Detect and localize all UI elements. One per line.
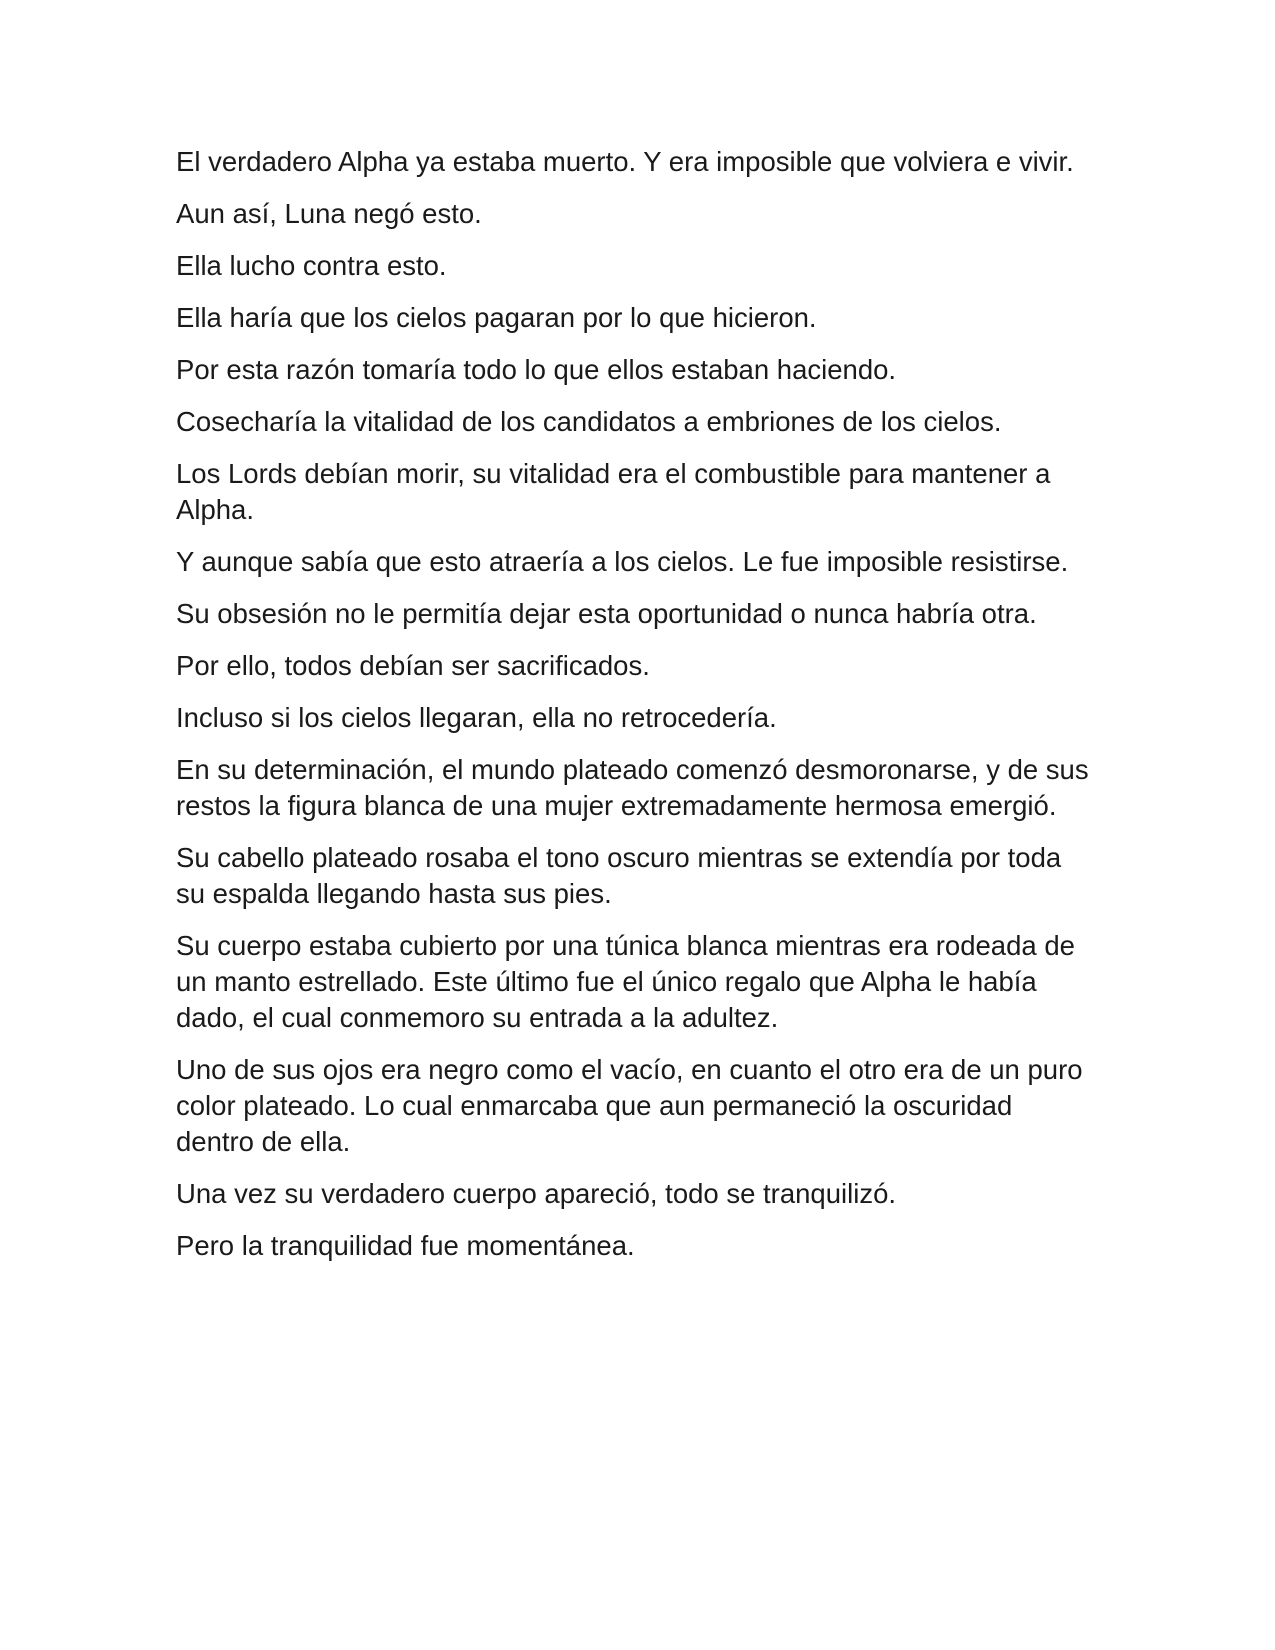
paragraph-14: Su cuerpo estaba cubierto por una túnica blanca mientras era rodeada de un manto estrellado. Este último fue el único regalo que Alpha le había dado, el cual conmemoro su entrada a la adultez. — [176, 930, 1075, 1033]
paragraph-3: Ella lucho contra esto. — [176, 250, 447, 281]
paragraph-9: Su obsesión no le permitía dejar esta oportunidad o nunca habría otra. — [176, 598, 1037, 629]
paragraph-5: Por esta razón tomaría todo lo que ellos estaban haciendo. — [176, 354, 897, 385]
paragraph-6: Cosecharía la vitalidad de los candidatos a embriones de los cielos. — [176, 406, 1002, 437]
paragraph-8: Y aunque sabía que esto atraería a los cielos. Le fue imposible resistirse. — [176, 546, 1069, 577]
paragraph-2: Aun así, Luna negó esto. — [176, 198, 482, 229]
document-body — [176, 144, 1096, 1280]
paragraph-11: Incluso si los cielos llegaran, ella no retrocedería. — [176, 702, 777, 733]
paragraph-12: En su determinación, el mundo plateado comenzó desmoronarse, y de sus restos la figura blanca de una mujer extremadamente hermosa emergió. — [176, 754, 1089, 821]
paragraph-17: Pero la tranquilidad fue momentánea. — [176, 1230, 635, 1261]
paragraph-15: Uno de sus ojos era negro como el vacío, en cuanto el otro era de un puro color plateado. Lo cual enmarcaba que aun permaneció la oscuridad dentro de ella. — [176, 1054, 1083, 1157]
paragraph-16: Una vez su verdadero cuerpo apareció, todo se tranquilizó. — [176, 1178, 897, 1209]
paragraph-10: Por ello, todos debían ser sacrificados. — [176, 650, 650, 681]
paragraph-1: El verdadero Alpha ya estaba muerto. Y era imposible que volviera e vivir. — [176, 146, 1074, 177]
paragraph-13: Su cabello plateado rosaba el tono oscuro mientras se extendía por toda su espalda llegando hasta sus pies. — [176, 842, 1062, 909]
paragraph-7: Los Lords debían morir, su vitalidad era el combustible para mantener a Alpha. — [176, 458, 1051, 525]
paragraph-4: Ella haría que los cielos pagaran por lo que hicieron. — [176, 302, 817, 333]
